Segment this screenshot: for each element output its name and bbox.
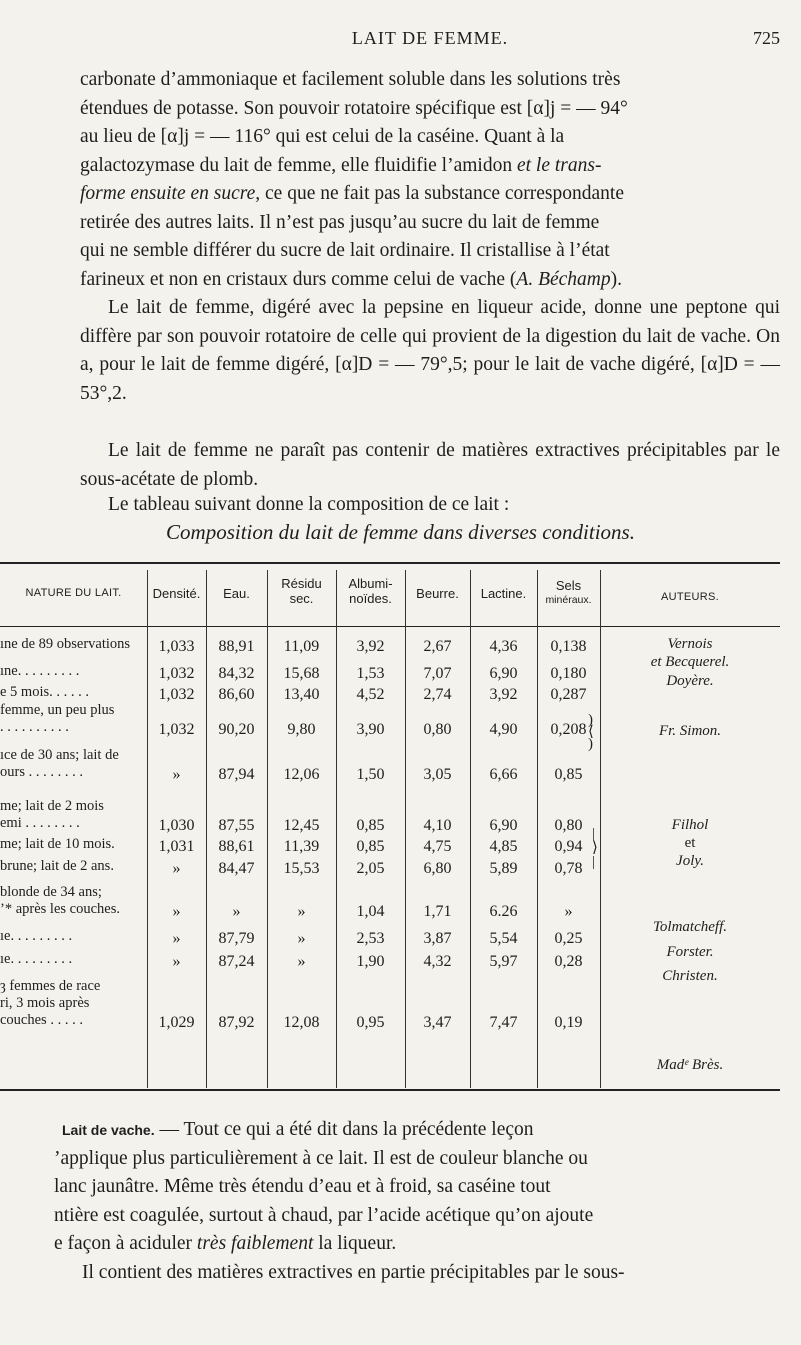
cell-lactine: 5,54: [489, 930, 518, 947]
brace-filhol: | ⟩ |: [592, 826, 598, 870]
cell-sels: 0,180: [550, 665, 587, 682]
row-label: [0, 978, 142, 1029]
cell-beurre: 2,74: [423, 686, 452, 703]
row-label-line: ıne. . . . . . . . .: [0, 663, 80, 679]
bottom-line-1-text: — Tout ce qui a été dit dans la précédente leçon: [154, 1119, 534, 1140]
cell-densite: »: [172, 903, 181, 920]
row-label: [0, 663, 142, 680]
cell-eau: 84,32: [218, 665, 255, 682]
cell-albumi: 1,04: [356, 903, 385, 920]
author-doyere: Doyère.: [666, 673, 714, 689]
cell-densite: 1,030: [158, 817, 195, 834]
row-label-line: femme, un peu plus: [0, 702, 115, 718]
row-label-line: . . . . . . . . . .: [0, 719, 69, 735]
row-label: [0, 747, 142, 781]
cell-residu: 12,45: [283, 817, 320, 834]
cell-densite: 1,029: [158, 1014, 195, 1031]
author-line: [600, 653, 780, 671]
cell-albumi: 3,92: [356, 638, 385, 655]
cell-residu: »: [297, 903, 306, 920]
row-label: [0, 636, 142, 653]
cell-sels: 0,85: [554, 766, 583, 783]
p1-line-2: étendues de potasse. Son pouvoir rotatoire spécifique est [α]j = — 94°: [80, 97, 628, 119]
cell-densite: »: [172, 860, 181, 877]
page-header: [80, 22, 780, 52]
cell-eau: 87,79: [218, 930, 255, 947]
cell-sels: 0,25: [554, 930, 583, 947]
row-label-line: ıce de 30 ans; lait de: [0, 747, 119, 763]
cell-albumi: 0,85: [356, 838, 385, 855]
cell-lactine: 6,90: [489, 665, 518, 682]
header-sels-l1: Sels: [555, 578, 582, 593]
author-filhol-joly: [600, 816, 780, 870]
header-densite: Densité.: [152, 586, 201, 601]
row-label: [0, 836, 142, 853]
cell-residu: »: [297, 953, 306, 970]
cell-densite: 1,031: [158, 838, 195, 855]
cell-beurre: 6,80: [423, 860, 452, 877]
row-label-line: e 5 mois. . . . . .: [0, 684, 90, 700]
cell-sels: 0,287: [550, 686, 587, 703]
author-line: et: [684, 835, 696, 851]
table-header-rule: [0, 626, 780, 627]
cell-densite: 1,032: [158, 721, 195, 738]
cell-residu: 15,68: [283, 665, 320, 682]
row-label: [0, 684, 142, 701]
author-line: Joly.: [676, 853, 704, 869]
cell-beurre: 4,32: [423, 953, 452, 970]
cell-albumi: 1,53: [356, 665, 385, 682]
author-tolmatcheff: Tolmatcheff.: [652, 919, 728, 935]
cell-eau: 87,92: [218, 1014, 255, 1031]
cell-lactine: 6.26: [489, 903, 518, 920]
cell-sels: 0,80: [554, 817, 583, 834]
row-label: [0, 702, 142, 736]
cell-lactine: 4,85: [489, 838, 518, 855]
cell-lactine: 5,97: [489, 953, 518, 970]
cell-albumi: 0,85: [356, 817, 385, 834]
bottom-line-1: [54, 1116, 784, 1145]
author-line: Filhol: [671, 817, 709, 833]
header-sels-l2: minéraux.: [545, 594, 592, 606]
cell-densite: »: [172, 766, 181, 783]
author-simon: Fr. Simon.: [658, 723, 722, 739]
row-label-line: blonde de 34 ans;: [0, 884, 102, 900]
cell-residu: 9,80: [287, 721, 316, 738]
header-residu-l1: Résidu: [281, 576, 322, 591]
cell-albumi: 2,53: [356, 930, 385, 947]
row-label-line: ours . . . . . . . .: [0, 764, 83, 780]
bottom-line-5-b: la liqueur.: [318, 1233, 397, 1254]
p1-line-4-italic: et le trans-: [516, 154, 602, 176]
cell-beurre: 3,47: [423, 1014, 452, 1031]
header-beurre: Beurre.: [416, 586, 459, 601]
header-residu-l2: sec.: [289, 591, 314, 606]
author-vernois: [600, 635, 780, 671]
composition-table: [0, 562, 801, 1112]
p1-line-6: retirée des autres laits. Il n’est pas jusqu’au sucre du lait de femme: [80, 211, 600, 233]
author-bres: Madᵉ Brès.: [656, 1057, 724, 1073]
p1-line-1: carbonate d’ammoniaque et facilement soluble dans les solutions très: [80, 69, 621, 90]
row-label: [0, 858, 142, 875]
cell-sels: 0,208: [550, 721, 587, 738]
running-title: LAIT DE FEMME.: [351, 28, 509, 48]
cell-eau: 88,91: [218, 638, 255, 655]
brace-simon: ) ⟨ ): [588, 712, 594, 752]
p3-text: Le lait de femme ne paraît pas contenir de matières extractives précipitables par le sous-acétate de plomb.: [80, 440, 780, 490]
cell-eau: 90,20: [218, 721, 255, 738]
bottom-line-5-a: e façon à aciduler: [54, 1233, 193, 1254]
p1-line-8-text: farineux et non en cristaux durs comme celui de vache (: [80, 268, 517, 290]
bottom-line-4: ntière est coagulée, surtout à chaud, par l’acide acétique qu’on ajoute: [54, 1204, 594, 1226]
header-residu: [267, 576, 336, 606]
cell-densite: »: [172, 930, 181, 947]
row-label: [0, 951, 142, 968]
header-lactine: Lactine.: [480, 586, 527, 601]
cell-sels: »: [564, 903, 573, 920]
cell-albumi: 1,90: [356, 953, 385, 970]
cell-sels: 0,78: [554, 860, 583, 877]
cell-eau: 87,24: [218, 953, 255, 970]
p1-line-5: [80, 180, 780, 209]
bottom-line-5-italic: très faiblement: [196, 1233, 314, 1254]
p1-line-3: au lieu de [α]j = — 116° qui est celui de la caséine. Quant à la: [80, 126, 565, 147]
author-line: Vernois: [667, 636, 713, 652]
row-label-line: ıe. . . . . . . . .: [0, 951, 73, 967]
p1-line-5-text: ce que ne fait pas la substance correspondante: [265, 183, 625, 204]
cell-beurre: 3,05: [423, 766, 452, 783]
row-label-line: emi . . . . . . . .: [0, 815, 80, 831]
cell-densite: 1,033: [158, 638, 195, 655]
cell-albumi: 2,05: [356, 860, 385, 877]
row-label-line: ’* après les couches.: [0, 901, 120, 917]
author-line: et Becquerel.: [650, 654, 730, 670]
row-label-line: ri, 3 mois après: [0, 995, 90, 1011]
header-eau: Eau.: [223, 586, 250, 601]
table-top-rule: [0, 562, 780, 564]
bottom-line-6: Il contient des matières extractives en partie précipitables par le sous-: [82, 1261, 625, 1283]
cell-lactine: 4,90: [489, 721, 518, 738]
cell-lactine: 6,90: [489, 817, 518, 834]
header-sels: [537, 578, 600, 608]
row-label-line: me; lait de 2 mois: [0, 798, 104, 814]
row-label: [0, 928, 142, 945]
cell-sels: 0,94: [554, 838, 583, 855]
cell-eau: 87,55: [218, 817, 255, 834]
cell-lactine: 6,66: [489, 766, 518, 783]
cell-residu: 12,06: [283, 766, 320, 783]
author-forster: Forster.: [666, 944, 714, 960]
author-ref-bechamp: A. Béchamp: [516, 268, 611, 290]
cell-residu: 12,08: [283, 1014, 320, 1031]
cell-albumi: 4,52: [356, 686, 385, 703]
cell-sels: 0,138: [550, 638, 587, 655]
header-albumi: [336, 576, 405, 606]
header-auteurs: AUTEURS.: [660, 591, 720, 603]
cell-sels: 0,19: [554, 1014, 583, 1031]
table-caption: Composition du lait de femme dans diverses conditions.: [166, 520, 635, 544]
row-label: [0, 884, 142, 918]
cell-albumi: 3,90: [356, 721, 385, 738]
cell-sels: 0,28: [554, 953, 583, 970]
row-label-line: ȝ femmes de race: [0, 978, 101, 994]
cell-residu: »: [297, 930, 306, 947]
header-albumi-l1: Albumi-: [348, 576, 393, 591]
cell-beurre: 2,67: [423, 638, 452, 655]
row-label-line: couches . . . . .: [0, 1012, 83, 1028]
cell-beurre: 4,75: [423, 838, 452, 855]
cell-residu: 13,40: [283, 686, 320, 703]
bottom-paragraph: [54, 1116, 784, 1287]
cell-residu: 15,53: [283, 860, 320, 877]
cell-beurre: 4,10: [423, 817, 452, 834]
cell-beurre: 1,71: [423, 903, 452, 920]
header-albumi-l2: noïdes.: [349, 591, 392, 606]
row-label-line: ıne de 89 observations: [0, 636, 131, 652]
p1-line-7: qui ne semble différer du sucre de lait ordinaire. Il cristallise à l’état: [80, 240, 610, 261]
author-christen: Christen.: [662, 968, 718, 984]
cell-albumi: 0,95: [356, 1014, 385, 1031]
cell-eau: 84,47: [218, 860, 255, 877]
cell-lactine: 4,36: [489, 638, 518, 655]
table-bottom-rule: [0, 1089, 780, 1091]
cell-eau: 88,61: [218, 838, 255, 855]
cell-albumi: 1,50: [356, 766, 385, 783]
cell-densite: »: [172, 953, 181, 970]
cell-beurre: 3,87: [423, 930, 452, 947]
bottom-line-3: lanc jaunâtre. Même très étendu d’eau et à froid, sa caséine tout: [54, 1176, 551, 1197]
paragraph-1: [80, 66, 780, 294]
paragraph-3: [80, 437, 780, 494]
paragraph-4: [80, 494, 780, 516]
cell-lactine: 3,92: [489, 686, 518, 703]
p4-text: Le tableau suivant donne la composition de ce lait :: [108, 494, 510, 515]
cell-residu: 11,39: [283, 838, 320, 855]
p1-line-8: [80, 266, 780, 295]
cell-densite: 1,032: [158, 665, 195, 682]
p1-line-4-text: galactozymase du lait de femme, elle fluidifie l’amidon: [80, 154, 513, 176]
row-label-line: brune; lait de 2 ans.: [0, 858, 114, 874]
cell-beurre: 0,80: [423, 721, 452, 738]
page-number: 725: [753, 28, 780, 48]
row-label-line: ıe. . . . . . . . .: [0, 928, 73, 944]
header-nature: NATURE DU LAIT.: [25, 587, 122, 599]
cell-beurre: 7,07: [423, 665, 452, 682]
paragraph-2: [80, 294, 780, 408]
row-label: [0, 798, 142, 832]
cell-residu: 11,09: [283, 638, 320, 655]
row-label-line: me; lait de 10 mois.: [0, 836, 115, 852]
bottom-line-2: ’applique plus particulièrement à ce lait. Il est de couleur blanche ou: [54, 1147, 588, 1169]
cell-lactine: 5,89: [489, 860, 518, 877]
p1-line-8-end: ).: [610, 268, 623, 290]
p1-line-4: [80, 152, 780, 181]
cell-lactine: 7,47: [489, 1014, 518, 1031]
runin-lait-de-vache: Lait de vache.: [62, 1122, 155, 1138]
p2-text: Le lait de femme, digéré avec la pepsine en liqueur acide, donne une peptone qui diffère par son pouvoir rotatoire de celle qui provient de la digestion du lait de vache. On a, pour le lait de femme digéré, [α]D = — 79°,5; pour le lait de vache digéré, [α]D = — 53°,2.: [80, 297, 780, 404]
bottom-line-5: [54, 1230, 784, 1259]
p1-line-5-italic: forme ensuite en sucre,: [80, 183, 261, 204]
cell-densite: 1,032: [158, 686, 195, 703]
cell-eau: 86,60: [218, 686, 255, 703]
cell-eau: »: [232, 903, 241, 920]
cell-eau: 87,94: [218, 766, 255, 783]
